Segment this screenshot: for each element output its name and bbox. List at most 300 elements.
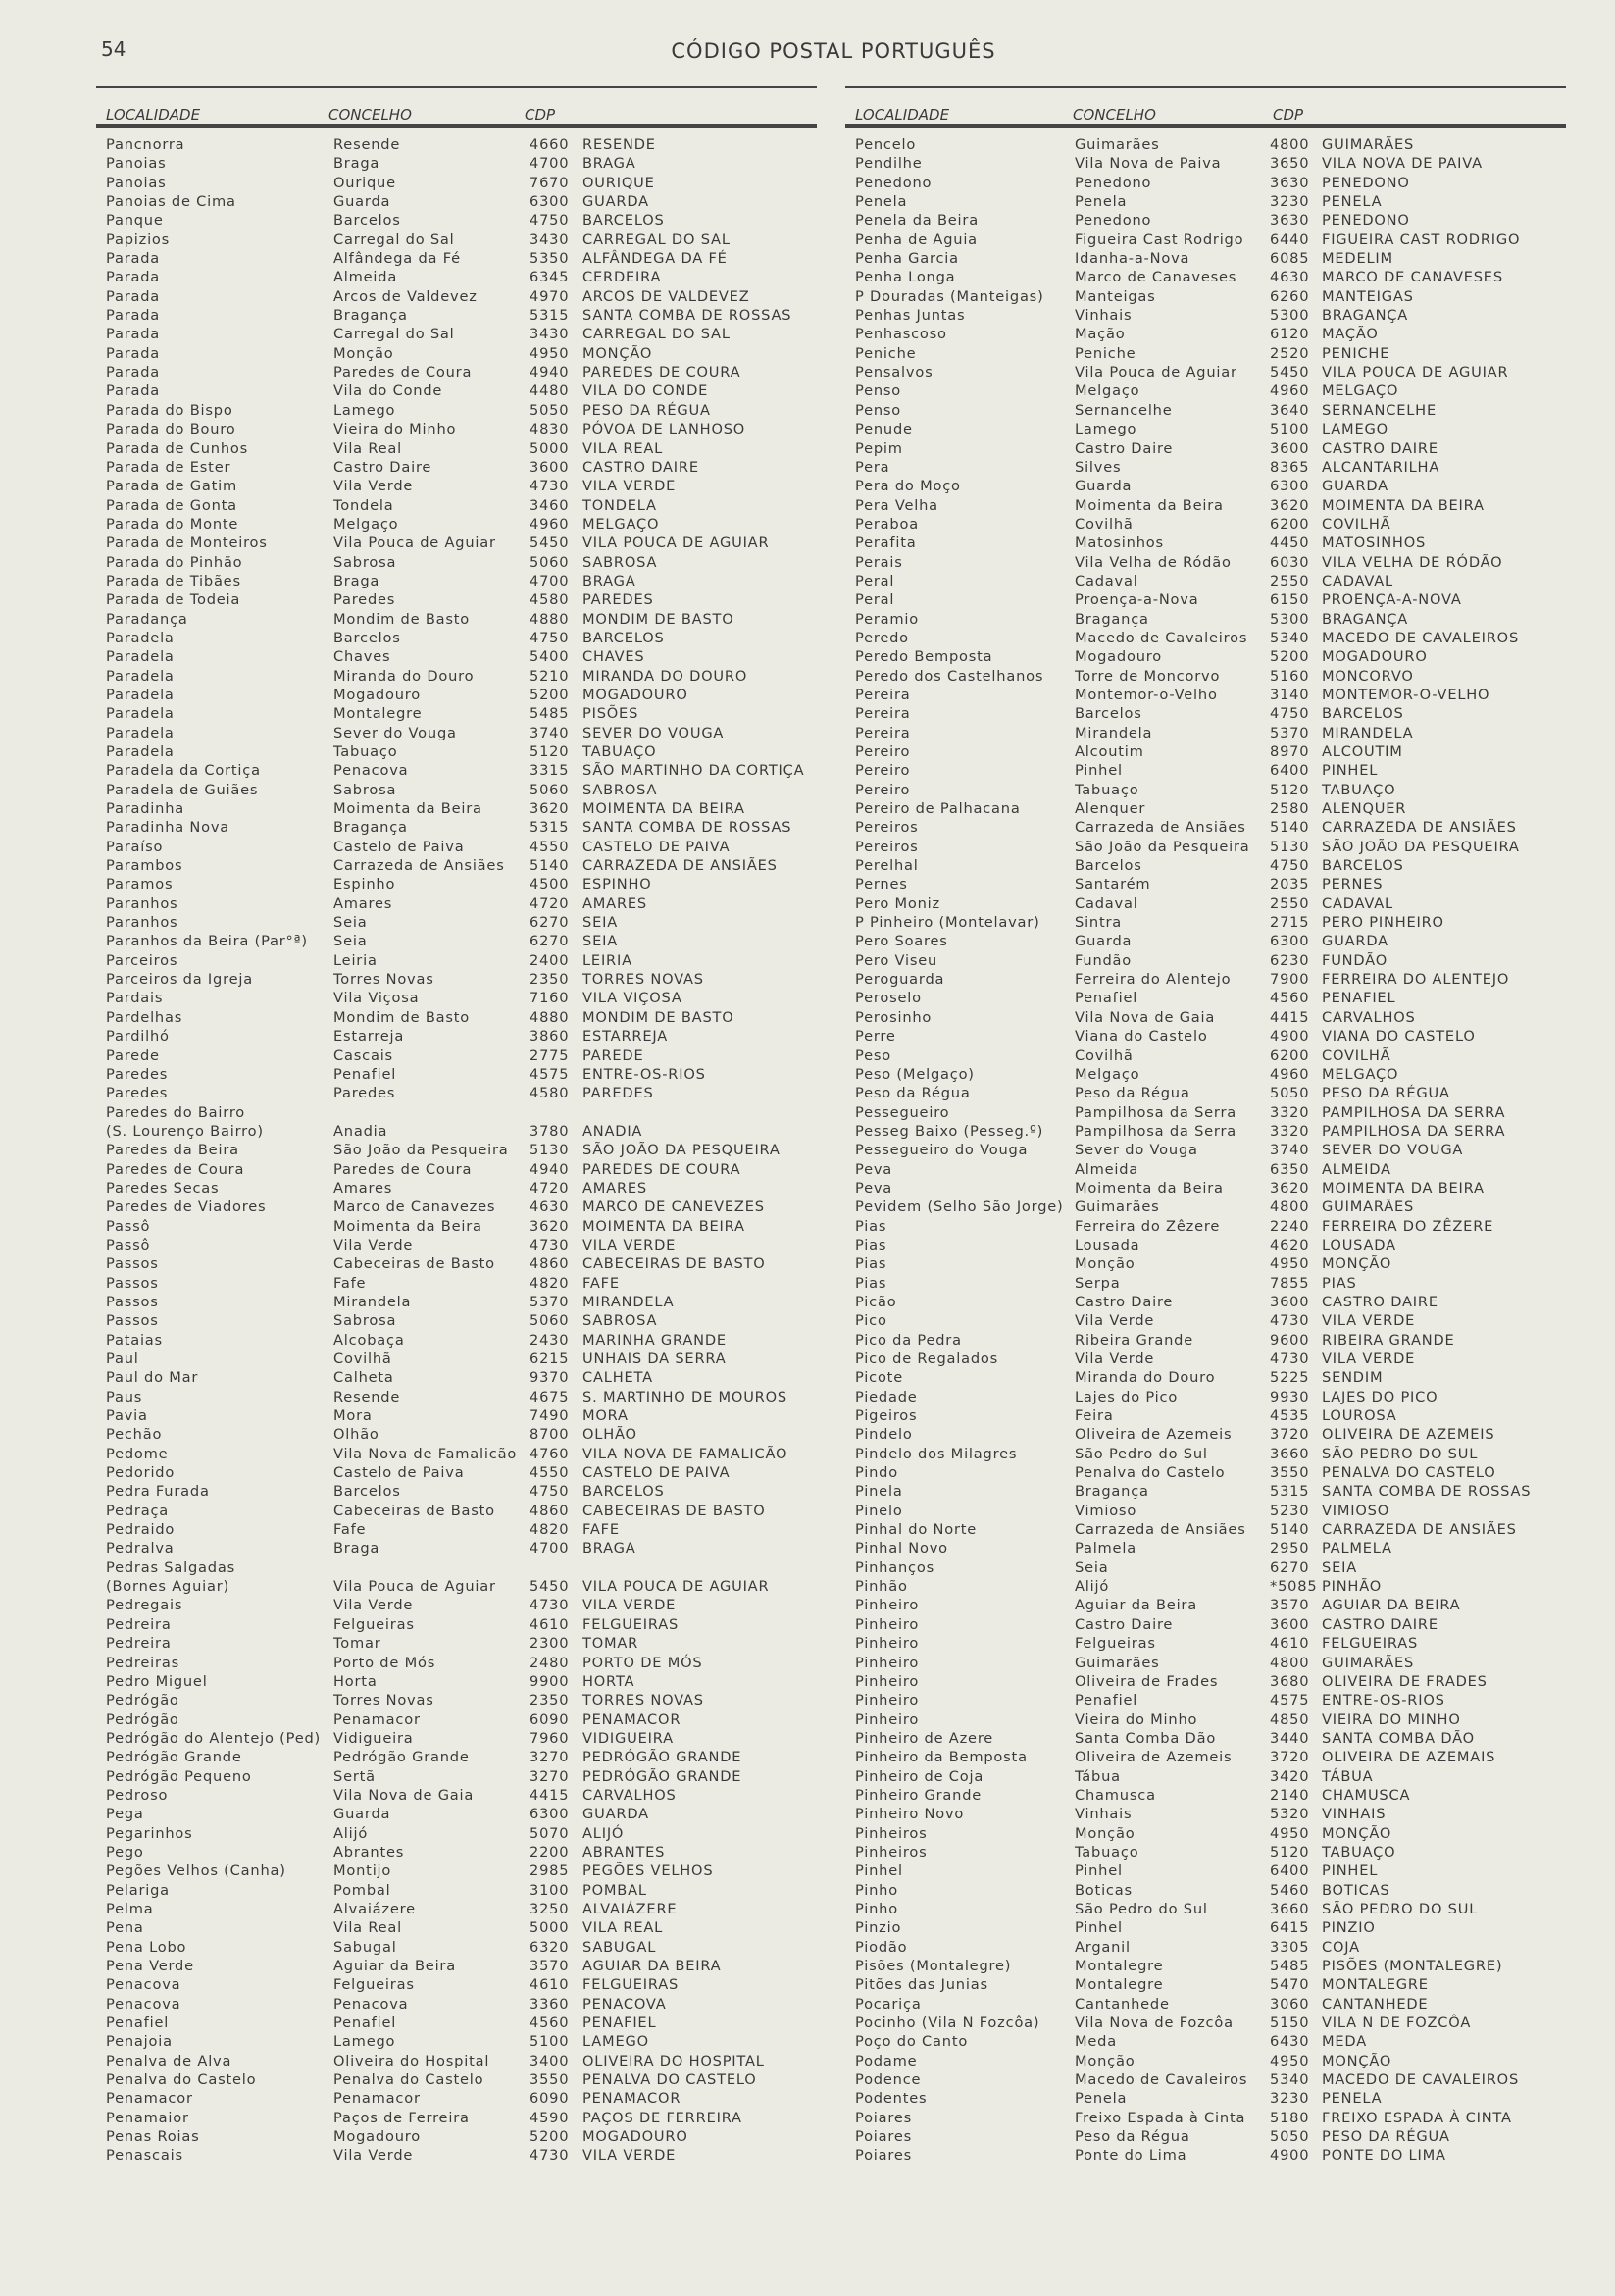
cdp-cell: 8700 [530,1426,570,1444]
localidade-cell: Penascais [106,2147,183,2165]
concelho-cell: Montalegre [333,705,423,723]
table-row [845,629,1566,647]
distribuidor-cell: ANADIA [582,1122,643,1140]
localidade-cell: Pena Lobo [106,1938,187,1956]
distribuidor-cell: SÃO PEDRO DO SUL [1322,1445,1479,1462]
table-row [845,1824,1566,1843]
concelho-cell: Seia [333,933,368,950]
table-row [845,875,1566,893]
distribuidor-cell: ARCOS DE VALDEVEZ [582,287,750,305]
cdp-cell: 6320 [530,1938,570,1956]
localidade-cell: Pessegueiro [855,1103,950,1121]
cdp-cell: 4800 [1270,136,1310,153]
concelho-cell: Feira [1075,1407,1114,1425]
cdp-cell: 2580 [1270,800,1310,818]
table-row [845,477,1566,495]
cdp-cell: 4415 [1270,1008,1310,1026]
cdp-cell: 5050 [530,401,570,419]
table-row [96,306,817,325]
distribuidor-cell: VILA N DE FOZCÔA [1322,2015,1472,2032]
table-row [845,1995,1566,2014]
cdp-cell: 4940 [530,1160,570,1178]
cdp-cell: 3650 [1270,155,1310,173]
distribuidor-cell: PENELA [1322,193,1383,211]
localidade-cell: Pereiros [855,838,919,855]
table-row [845,1654,1566,1672]
localidade-cell: Paradela [106,667,175,685]
cdp-cell: 3860 [530,1028,570,1046]
cdp-cell: 5130 [1270,838,1310,855]
distribuidor-cell: PENEDONO [1322,174,1410,191]
distribuidor-cell: BARCELOS [582,212,665,230]
table-row [845,268,1566,286]
localidade-cell: Penso [855,401,902,419]
cdp-cell: 3780 [530,1122,570,1140]
concelho-cell: Guarda [333,1806,391,1823]
cdp-cell: 3660 [1270,1445,1310,1462]
table-row [96,363,817,382]
cdp-cell: 3600 [1270,439,1310,457]
concelho-cell: Penamacor [333,2090,421,2108]
distribuidor-cell: PINHEL [1322,1862,1379,1880]
cdp-cell: 4415 [530,1786,570,1804]
distribuidor-cell: PEGÕES VELHOS [582,1862,714,1880]
localidade-cell: Pitões das Junias [855,1976,988,1994]
distribuidor-cell: CARREGAL DO SAL [582,326,731,343]
distribuidor-cell: GUIMARÃES [1322,136,1415,153]
distribuidor-cell: BRAGA [582,1540,636,1557]
localidade-cell: Passos [106,1312,159,1330]
cdp-cell: 3720 [1270,1749,1310,1766]
distribuidor-cell: PINHÃO [1322,1578,1383,1596]
table-row [96,1918,817,1937]
concelho-cell: Espinho [333,876,396,893]
cdp-cell: 2550 [1270,572,1310,589]
localidade-cell: Pinheiro de Coja [855,1767,984,1785]
localidade-cell: Penha Longa [855,269,956,286]
cdp-cell: 2350 [530,971,570,989]
distribuidor-cell: SANTA COMBA DE ROSSAS [582,307,792,325]
table-row [845,1368,1566,1387]
distribuidor-cell: TORRES NOVAS [582,1692,704,1709]
localidade-cell: Pereiro [855,743,911,760]
concelho-cell: Fafe [333,1274,367,1292]
localidade-cell: Pardais [106,990,164,1007]
localidade-cell: Parada [106,269,161,286]
table-row [96,1463,817,1482]
localidade-cell: Penalva do Castelo [106,2071,257,2089]
distribuidor-cell: VILA POUCA DE AGUIAR [582,535,770,552]
header-localidade: LOCALIDADE [106,106,201,124]
table-row [96,1160,817,1179]
concelho-cell: São Pedro do Sul [1075,1445,1208,1462]
concelho-cell: Sever do Vouga [333,724,457,741]
cdp-cell: 4820 [530,1521,570,1539]
localidade-cell: Pindo [855,1464,898,1482]
table-row [96,1539,817,1557]
localidade-cell: Paredes [106,1065,169,1083]
table-row [845,496,1566,515]
cdp-cell: 6085 [1270,250,1310,268]
concelho-cell: Pampilhosa da Serra [1075,1122,1237,1140]
distribuidor-cell: VILA VELHA DE RÓDÃO [1322,553,1503,571]
concelho-cell: Torres Novas [333,1692,434,1709]
table-row [845,1482,1566,1501]
localidade-cell: Pinheiro Novo [855,1806,965,1823]
localidade-cell: Pinheiro Grande [855,1786,983,1804]
concelho-cell: Paredes de Coura [333,364,473,382]
concelho-cell: Vila Real [333,1919,403,1937]
table-row [96,1520,817,1539]
localidade-cell: Peral [855,572,895,589]
localidade-cell: Passô [106,1217,151,1235]
localidade-cell: Pinheiro [855,1710,920,1728]
localidade-cell: Pedras Salgadas [106,1558,235,1576]
localidade-cell: Pereiro de Palhacana [855,800,1021,818]
cdp-cell: 5150 [1270,2015,1310,2032]
concelho-cell: Marco de Canaveses [1075,269,1237,286]
concelho-cell: Mora [333,1407,373,1425]
table-row [96,1786,817,1805]
cdp-cell: 2240 [1270,1217,1310,1235]
concelho-cell: Resende [333,136,401,153]
localidade-cell: Pedrógão Grande [106,1749,242,1766]
concelho-cell: Montijo [333,1862,392,1880]
distribuidor-cell: CERDEIRA [582,269,662,286]
distribuidor-cell: PAÇOS DE FERREIRA [582,2109,742,2126]
concelho-cell: Cascais [333,1046,393,1064]
localidade-cell: Parada de Ester [106,458,231,476]
cdp-cell: 3660 [1270,1900,1310,1917]
cdp-cell: 5370 [1270,724,1310,741]
table-row [96,1046,817,1065]
localidade-cell: Pinheiro [855,1692,920,1709]
distribuidor-cell: COVILHÃ [1322,515,1391,533]
table-row [96,1445,817,1463]
cdp-cell: 4550 [530,838,570,855]
distribuidor-cell: VILA VERDE [582,478,677,495]
table-row [845,1786,1566,1805]
table-row [96,2089,817,2108]
concelho-cell: Tabuaço [1075,781,1139,798]
table-row [845,1691,1566,1709]
cdp-cell: 2520 [1270,344,1310,362]
concelho-cell: Idanha-a-Nova [1075,250,1190,268]
distribuidor-cell: MOIMENTA DA BEIRA [1322,1179,1485,1197]
concelho-cell: Almeida [333,269,398,286]
cdp-cell: 2985 [530,1862,570,1880]
concelho-cell: Bragança [1075,1483,1149,1501]
table-row [845,1084,1566,1102]
distribuidor-cell: LAMEGO [582,2033,649,2051]
table-row [845,686,1566,704]
concelho-cell: Peso da Régua [1075,2128,1190,2146]
cdp-cell: 5225 [1270,1369,1310,1387]
distribuidor-cell: LAJES DO PICO [1322,1388,1438,1405]
distribuidor-cell: AGUIAR DA BEIRA [1322,1597,1461,1614]
concelho-cell: Santa Comba Dão [1075,1729,1217,1747]
concelho-cell: Penamacor [333,1710,421,1728]
concelho-cell: Paredes [333,591,396,609]
cdp-cell: 6300 [530,1806,570,1823]
cdp-cell: 4700 [530,572,570,589]
distribuidor-cell: CARVALHOS [1322,1008,1416,1026]
concelho-cell: Mirandela [1075,724,1153,741]
right-column [845,86,1566,2166]
cdp-cell: 4750 [530,629,570,646]
concelho-cell: Guimarães [1075,1654,1160,1671]
cdp-cell: 7670 [530,174,570,191]
cdp-cell: 9600 [1270,1331,1310,1349]
concelho-cell: Moimenta da Beira [333,1217,482,1235]
localidade-cell: Pinheiros [855,1843,928,1861]
table-row [96,951,817,970]
concelho-cell: Bragança [1075,610,1149,628]
table-row [96,894,817,913]
concelho-cell: Vila Verde [1075,1351,1155,1367]
distribuidor-cell: PERNES [1322,876,1384,893]
localidade-cell: Poiares [855,2109,913,2126]
distribuidor-cell: VILA VERDE [1322,1312,1416,1330]
cdp-cell: 5320 [1270,1806,1310,1823]
distribuidor-cell: CHAMUSCA [1322,1786,1411,1804]
distribuidor-cell: OLIVEIRA DE AZEMEIS [1322,1426,1495,1444]
distribuidor-cell: ALMEIDA [1322,1160,1391,1178]
concelho-cell: Moimenta da Beira [1075,496,1224,514]
concelho-cell: Tabuaço [1075,1843,1139,1861]
table-row [96,534,817,552]
localidade-cell: Penajoia [106,2033,173,2051]
concelho-cell: Penacova [333,1995,409,2013]
cdp-cell: 5200 [530,2128,570,2146]
concelho-cell: Fafe [333,1521,367,1539]
concelho-cell: Manteigas [1075,287,1156,305]
distribuidor-cell: TOMAR [582,1635,639,1653]
cdp-cell: 7160 [530,990,570,1007]
localidade-cell: Pinhanços [855,1558,934,1576]
cdp-cell: 3600 [530,458,570,476]
localidade-cell: Pernes [855,876,908,893]
concelho-cell: Vieira do Minho [1075,1710,1198,1728]
cdp-cell: 2200 [530,1843,570,1861]
distribuidor-cell: OLIVEIRA DE AZEMAIS [1322,1749,1496,1766]
distribuidor-cell: SEVER DO VOUGA [582,724,725,741]
localidade-cell: Parambos [106,857,183,875]
localidade-cell: Peredo dos Castelhanos [855,667,1044,685]
concelho-cell: Sabrosa [333,553,397,571]
distribuidor-cell: MOGADOURO [582,2128,688,2146]
table-row [845,1805,1566,1823]
cdp-cell: 3430 [530,326,570,343]
localidade-cell: Pinhal Novo [855,1540,948,1557]
localidade-cell: Paradela [106,743,175,760]
distribuidor-cell: PENAFIEL [1322,990,1396,1007]
cdp-cell: 3230 [1270,2090,1310,2108]
localidade-cell: Paredes [106,1085,169,1102]
table-row [845,1520,1566,1539]
concelho-cell: Vila Viçosa [333,990,420,1007]
table-row [96,1805,817,1823]
concelho-cell: Vila Pouca de Aguiar [333,535,496,552]
concelho-cell: Braga [333,572,380,589]
table-row [96,230,817,249]
localidade-cell: Penela da Beira [855,212,979,230]
distribuidor-cell: FAFE [582,1521,620,1539]
table-row [845,590,1566,609]
distribuidor-cell: MARCO DE CANEVEZES [582,1199,765,1216]
table-row [96,1141,817,1159]
cdp-cell: 5000 [530,439,570,457]
distribuidor-cell: GUIMARÃES [1322,1199,1415,1216]
cdp-cell: 5050 [1270,1085,1310,1102]
cdp-cell: 5140 [1270,1521,1310,1539]
concelho-cell: Lajes do Pico [1075,1388,1179,1405]
table-row [845,420,1566,438]
localidade-cell: Pedrógão Pequeno [106,1767,252,1785]
concelho-cell: Vila do Conde [333,383,443,400]
localidade-cell: Pegões Velhos (Canha) [106,1862,286,1880]
header-concelho: CONCELHO [1073,106,1156,124]
localidade-cell: Pechão [106,1426,163,1444]
distribuidor-cell: SABROSA [582,553,658,571]
distribuidor-cell: CABECEIRAS DE BASTO [582,1502,766,1519]
cdp-cell: 5200 [530,686,570,703]
cdp-cell: 7855 [1270,1274,1310,1292]
localidade-cell: Pego [106,1843,144,1861]
concelho-cell: Mação [1075,326,1126,343]
concelho-cell: Guarda [333,193,391,211]
localidade-cell: Pedraido [106,1521,176,1539]
concelho-cell: Cadaval [1075,894,1138,912]
table-row [845,2052,1566,2070]
distribuidor-cell: TABUAÇO [582,743,657,760]
distribuidor-cell: SÃO PEDRO DO SUL [1322,1900,1479,1917]
localidade-cell: Peredo Bemposta [855,648,993,666]
table-row [845,1615,1566,1634]
table-row [96,1008,817,1027]
concelho-cell: Alvaiázere [333,1900,416,1917]
table-row [96,1388,817,1406]
concelho-cell: Figueira Cast Rodrigo [1075,230,1244,248]
distribuidor-cell: VIMIOSO [1322,1502,1390,1519]
concelho-cell: Montemor-o-Velho [1075,686,1218,703]
table-row [96,1425,817,1444]
concelho-cell: Lamego [1075,421,1137,438]
distribuidor-cell: TABUAÇO [1322,781,1396,798]
localidade-cell: Panque [106,212,164,230]
concelho-cell: São João da Pesqueira [333,1142,509,1159]
concelho-cell: Penacova [333,762,409,780]
concelho-cell: Peso da Régua [1075,1085,1190,1102]
cdp-cell: 5000 [530,1919,570,1937]
distribuidor-cell: LOUSADA [1322,1236,1396,1253]
distribuidor-cell: PAMPILHOSA DA SERRA [1322,1103,1506,1121]
concelho-cell: Vila Nova de Fozcôa [1075,2015,1234,2032]
concelho-cell: Vila Pouca de Aguiar [333,1578,496,1596]
distribuidor-cell: VILA VERDE [582,1236,677,1253]
concelho-cell: Felgueiras [1075,1635,1156,1653]
localidade-cell: Pereiro [855,762,911,780]
table-row [96,458,817,477]
cdp-cell: 3420 [1270,1767,1310,1785]
distribuidor-cell: VILA VERDE [582,2147,677,2165]
concelho-cell: Penedono [1075,174,1152,191]
cdp-cell: 4630 [1270,269,1310,286]
localidade-cell: Pegarinhos [106,1824,193,1842]
page-title: CÓDIGO POSTAL PORTUGUÊS [671,39,996,63]
table-row [96,1236,817,1254]
localidade-cell: Parada do Monte [106,515,239,533]
distribuidor-cell: MONÇÃO [1322,1255,1392,1273]
concelho-cell: Chamusca [1075,1786,1156,1804]
table-row [96,590,817,609]
distribuidor-cell: SENDIM [1322,1369,1384,1387]
localidade-cell: Pedome [106,1445,169,1462]
distribuidor-cell: SANTA COMBA DE ROSSAS [1322,1483,1532,1501]
table-row [845,1767,1566,1786]
localidade-cell: Paredes Secas [106,1179,220,1197]
table-row [845,401,1566,420]
distribuidor-cell: LAMEGO [1322,421,1388,438]
concelho-cell: Covilhã [1075,1046,1134,1064]
concelho-cell: Guarda [1075,478,1133,495]
distribuidor-cell: VILA REAL [582,439,664,457]
distribuidor-cell: ALCOUTIM [1322,743,1403,760]
concelho-cell: Alcoutim [1075,743,1144,760]
concelho-cell: Bragança [333,819,408,837]
distribuidor-cell: PEDRÓGÃO GRANDE [582,1749,742,1766]
table-row [96,1672,817,1691]
table-row [845,781,1566,799]
cdp-cell: 3305 [1270,1938,1310,1956]
concelho-cell: Melgaço [1075,383,1140,400]
localidade-cell: Pedregais [106,1597,183,1614]
table-row [96,742,817,761]
localidade-cell: Paul do Mar [106,1369,199,1387]
cdp-cell: 4630 [530,1199,570,1216]
localidade-cell: Pinela [855,1483,903,1501]
distribuidor-cell: VINHAIS [1322,1806,1387,1823]
concelho-cell: Chaves [333,648,391,666]
concelho-cell: Almeida [1075,1160,1139,1178]
concelho-cell: Montalegre [1075,1958,1164,1974]
localidade-cell: Paradela [106,705,175,723]
concelho-cell: São Pedro do Sul [1075,1900,1208,1917]
distribuidor-cell: MELGAÇO [1322,383,1399,400]
localidade-cell: Perelhal [855,857,919,875]
cdp-cell: 6345 [530,269,570,286]
distribuidor-cell: PEDRÓGÃO GRANDE [582,1767,742,1785]
table-row [845,249,1566,268]
localidade-cell: Penacova [106,1976,181,1994]
concelho-cell: Penela [1075,193,1128,211]
table-row [96,1084,817,1102]
distribuidor-cell: PENAFIEL [582,2015,657,2032]
cdp-cell: 4760 [530,1445,570,1462]
table-row [845,1254,1566,1273]
cdp-cell: 3570 [530,1958,570,1974]
distribuidor-cell: OLHÃO [582,1426,637,1444]
distribuidor-cell: LOUROSA [1322,1407,1397,1425]
table-row [845,838,1566,856]
cdp-cell: 8970 [1270,743,1310,760]
distribuidor-cell: VILA POUCA DE AGUIAR [582,1578,770,1596]
distribuidor-cell: ALENQUER [1322,800,1407,818]
cdp-cell: 5140 [1270,819,1310,837]
table-row [96,1027,817,1046]
cdp-cell: 3230 [1270,193,1310,211]
cdp-cell: 4575 [530,1065,570,1083]
